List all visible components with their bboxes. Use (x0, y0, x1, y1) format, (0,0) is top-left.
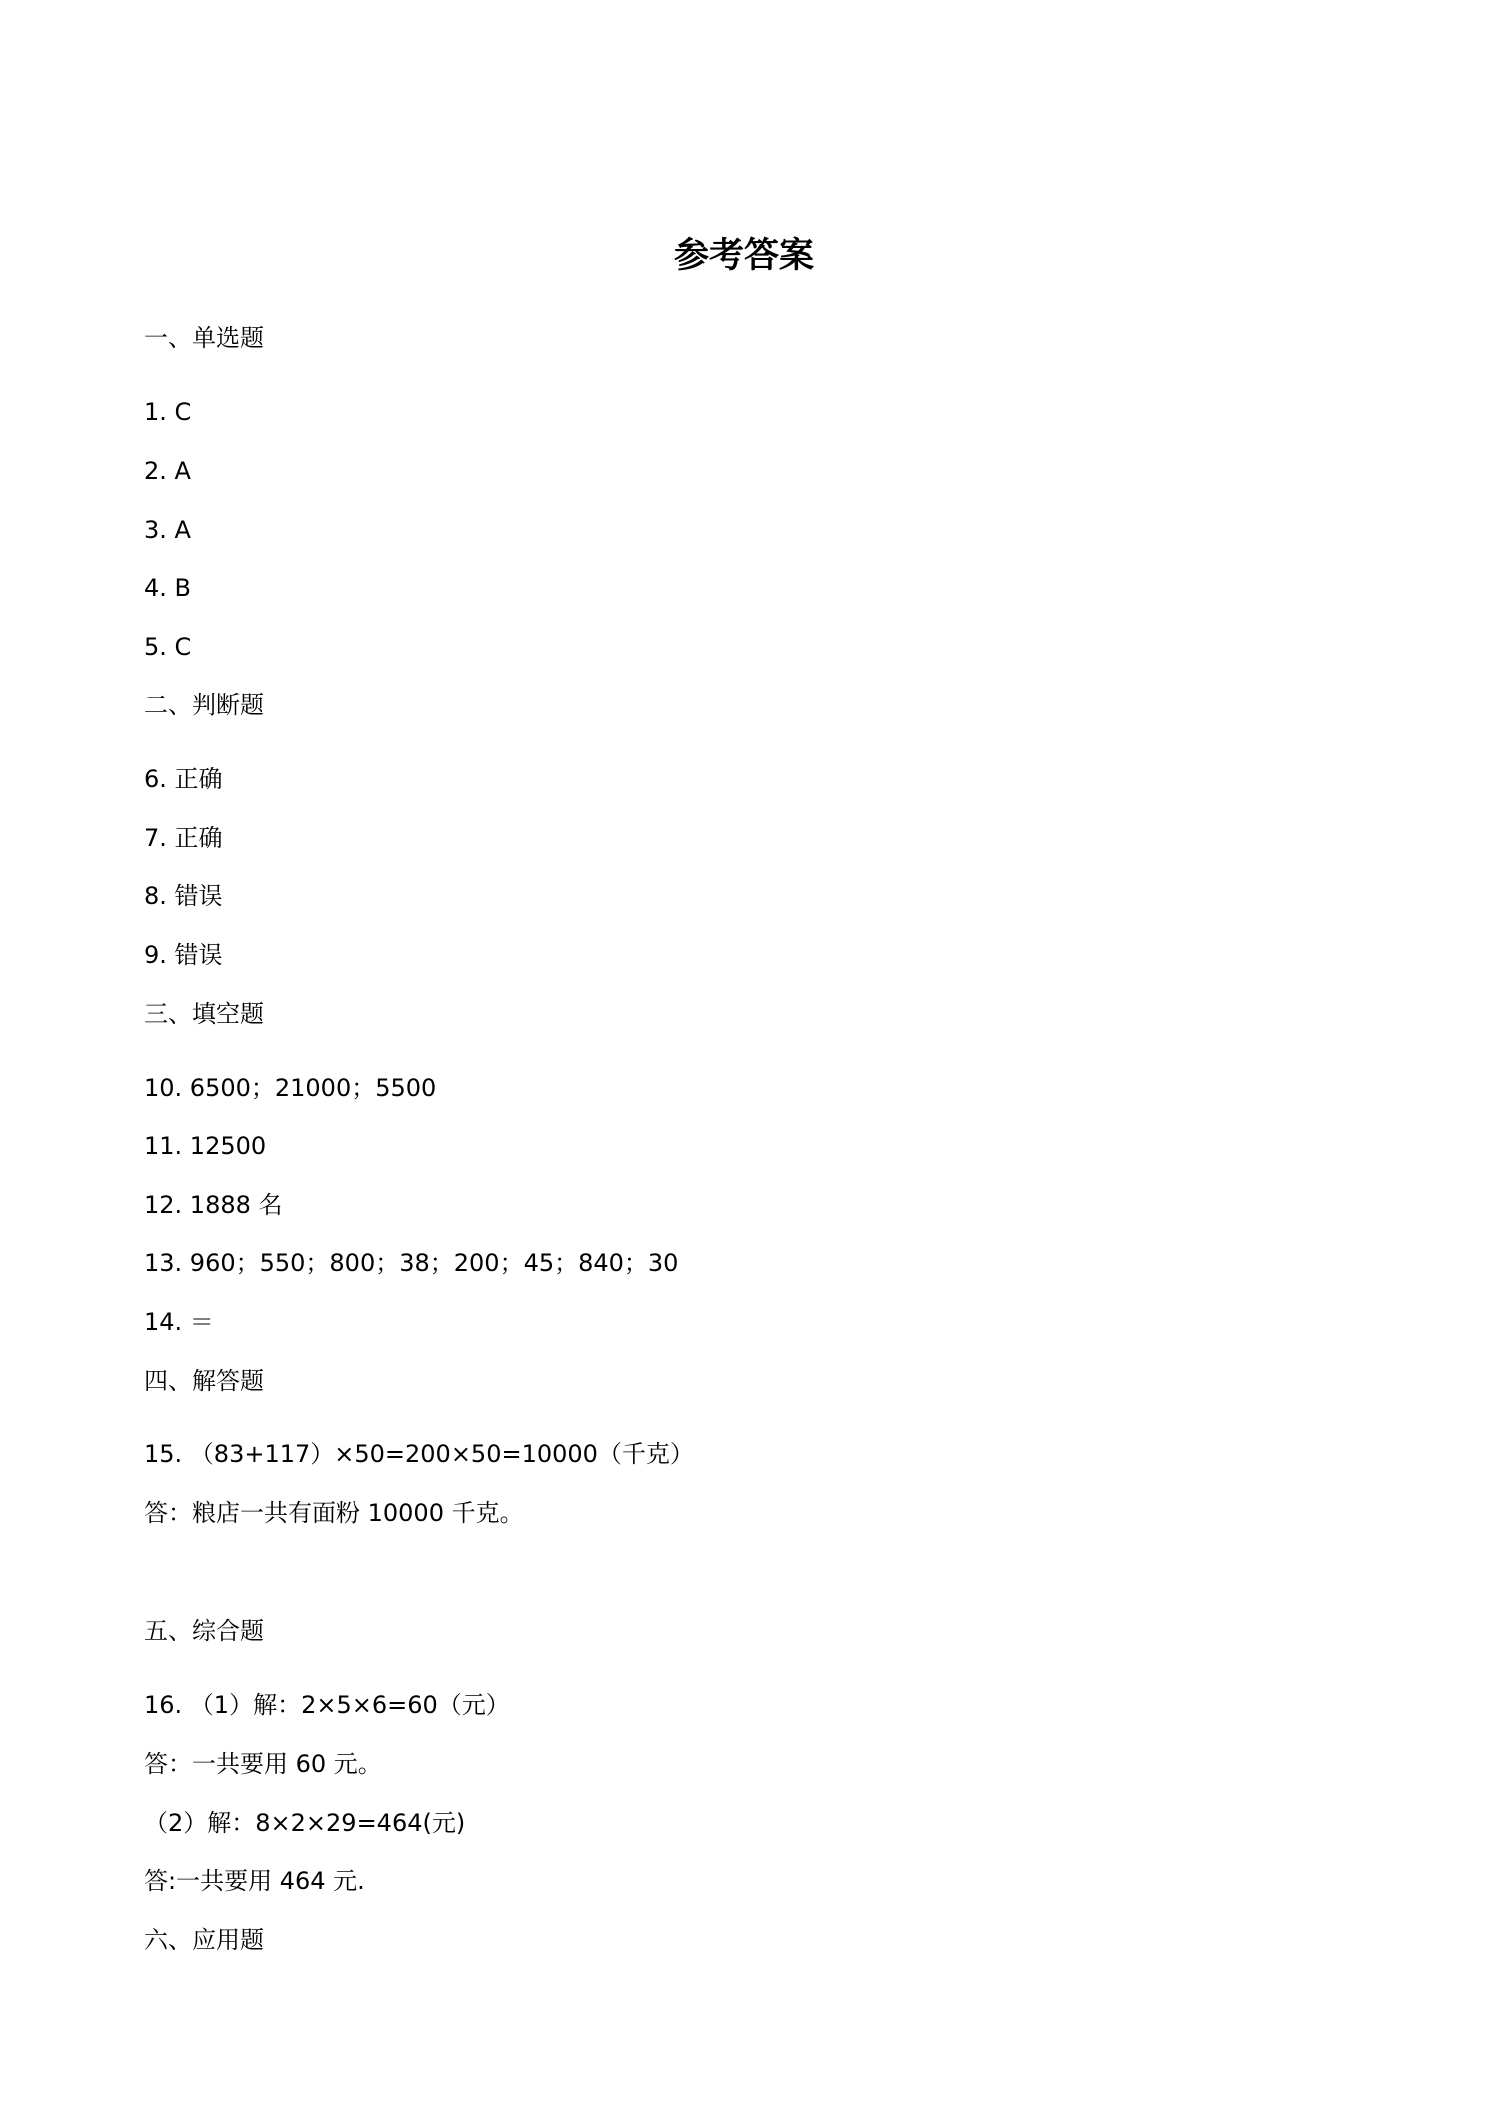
answer-4: 4. B (144, 574, 191, 602)
page-title: 参考答案 (673, 236, 814, 276)
answer-14: 14. ＝ (144, 1308, 214, 1336)
answer-15-conclusion: 答：粮店一共有面粉 10000 千克。 (144, 1499, 524, 1527)
section-heading-solve: 四、解答题 (144, 1367, 264, 1395)
answer-16-part2-equation: （2）解：8×2×29=464(元) (144, 1809, 466, 1837)
section-heading-application: 六、应用题 (144, 1926, 264, 1954)
section-heading-true-false: 二、判断题 (144, 691, 264, 719)
section-heading-comprehensive: 五、综合题 (144, 1617, 264, 1645)
answer-13: 13. 960；550；800；38；200；45；840；30 (144, 1249, 679, 1277)
answer-6: 6. 正确 (144, 765, 223, 793)
answer-15-equation: 15. （83+117）×50=200×50=10000（千克） (144, 1440, 694, 1468)
answer-16-part2-conclusion: 答:一共要用 464 元. (144, 1867, 365, 1895)
answer-16-part1-equation: 16. （1）解：2×5×6=60（元） (144, 1691, 510, 1719)
answer-9: 9. 错误 (144, 941, 223, 969)
answer-2: 2. A (144, 457, 191, 485)
section-heading-fill-in: 三、填空题 (144, 1000, 264, 1028)
answer-3: 3. A (144, 516, 191, 544)
answer-1: 1. C (144, 398, 192, 426)
answer-7: 7. 正确 (144, 824, 223, 852)
answer-10: 10. 6500；21000；5500 (144, 1074, 437, 1102)
answer-11: 11. 12500 (144, 1132, 267, 1160)
answer-5: 5. C (144, 633, 192, 661)
answer-16-part1-conclusion: 答：一共要用 60 元。 (144, 1750, 382, 1778)
answer-12: 12. 1888 名 (144, 1191, 283, 1219)
answer-8: 8. 错误 (144, 882, 223, 910)
section-heading-single-choice: 一、单选题 (144, 324, 264, 352)
